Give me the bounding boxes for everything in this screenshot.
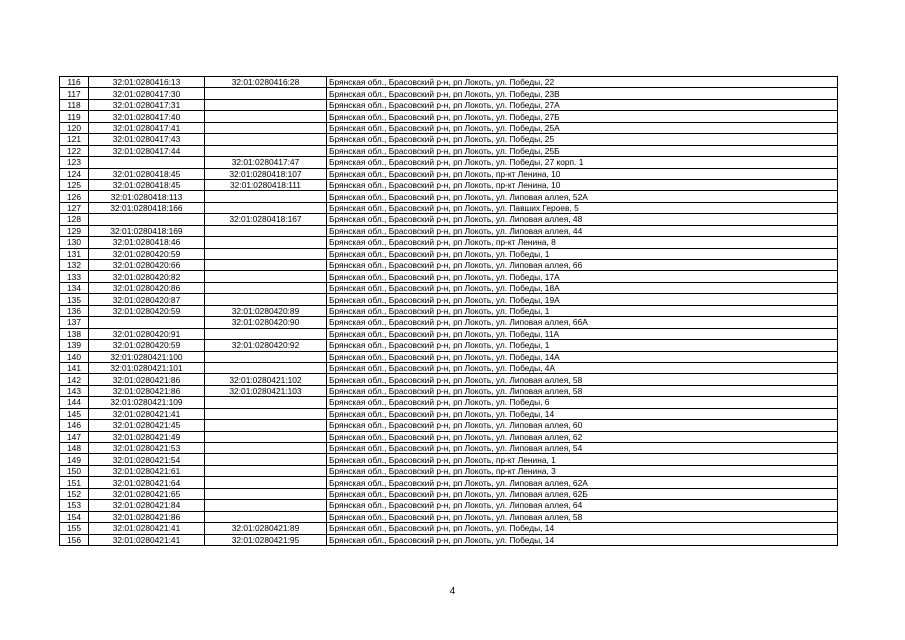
building-cadastral-cell: 32:01:0280418:167 <box>205 214 327 225</box>
table-row <box>60 248 838 259</box>
address-cell: Брянская обл., Брасовский р-н, рп Локоть, пр-кт Ленина, 1 <box>327 454 838 465</box>
table-row <box>60 385 838 396</box>
parcel-cadastral-cell: 32:01:0280421:41 <box>89 534 205 545</box>
address-cell: Брянская обл., Брасовский р-н, рп Локоть, ул. Липовая аллея, 62 <box>327 431 838 442</box>
table-row <box>60 191 838 202</box>
row-number-cell: 147 <box>60 431 89 442</box>
parcel-cadastral-cell: 32:01:0280421:41 <box>89 523 205 534</box>
building-cadastral-cell <box>205 122 327 133</box>
table-row <box>60 282 838 293</box>
parcel-cadastral-cell: 32:01:0280421:100 <box>89 351 205 362</box>
building-cadastral-cell <box>205 271 327 282</box>
building-cadastral-cell <box>205 328 327 339</box>
table-row <box>60 225 838 236</box>
parcel-cadastral-cell: 32:01:0280420:82 <box>89 271 205 282</box>
row-number-cell: 141 <box>60 362 89 373</box>
address-cell: Брянская обл., Брасовский р-н, рп Локоть, пр-кт Ленина, 10 <box>327 179 838 190</box>
building-cadastral-cell <box>205 260 327 271</box>
address-cell: Брянская обл., Брасовский р-н, рп Локоть, ул. Победы, 4А <box>327 362 838 373</box>
table-row <box>60 99 838 110</box>
row-number-cell: 149 <box>60 454 89 465</box>
building-cadastral-cell <box>205 408 327 419</box>
parcel-cadastral-cell: 32:01:0280421:101 <box>89 362 205 373</box>
row-number-cell: 155 <box>60 523 89 534</box>
parcel-cadastral-cell: 32:01:0280420:66 <box>89 260 205 271</box>
parcel-cadastral-cell: 32:01:0280418:45 <box>89 179 205 190</box>
building-cadastral-cell <box>205 362 327 373</box>
parcel-cadastral-cell: 32:01:0280421:64 <box>89 477 205 488</box>
building-cadastral-cell: 32:01:0280418:107 <box>205 168 327 179</box>
parcel-cadastral-cell: 32:01:0280418:46 <box>89 237 205 248</box>
table-row <box>60 340 838 351</box>
address-cell: Брянская обл., Брасовский р-н, рп Локоть, ул. Победы, 27Б <box>327 111 838 122</box>
address-cell: Брянская обл., Брасовский р-н, рп Локоть, ул. Липовая аллея, 54 <box>327 443 838 454</box>
row-number-cell: 118 <box>60 99 89 110</box>
row-number-cell: 152 <box>60 488 89 499</box>
table-row <box>60 488 838 499</box>
row-number-cell: 153 <box>60 500 89 511</box>
parcel-cadastral-cell: 32:01:0280417:40 <box>89 111 205 122</box>
building-cadastral-cell <box>205 99 327 110</box>
address-cell: Брянская обл., Брасовский р-н, рп Локоть, ул. Победы, 22 <box>327 77 838 88</box>
building-cadastral-cell <box>205 282 327 293</box>
building-cadastral-cell <box>205 145 327 156</box>
table-row <box>60 168 838 179</box>
table-row <box>60 397 838 408</box>
table-row <box>60 317 838 328</box>
row-number-cell: 143 <box>60 385 89 396</box>
address-cell: Брянская обл., Брасовский р-н, рп Локоть, ул. Победы, 1 <box>327 340 838 351</box>
building-cadastral-cell <box>205 443 327 454</box>
row-number-cell: 134 <box>60 282 89 293</box>
building-cadastral-cell: 32:01:0280421:89 <box>205 523 327 534</box>
row-number-cell: 156 <box>60 534 89 545</box>
building-cadastral-cell: 32:01:0280417:47 <box>205 157 327 168</box>
row-number-cell: 123 <box>60 157 89 168</box>
address-cell: Брянская обл., Брасовский р-н, рп Локоть, ул. Победы, 17А <box>327 271 838 282</box>
building-cadastral-cell: 32:01:0280420:90 <box>205 317 327 328</box>
row-number-cell: 146 <box>60 420 89 431</box>
table-row <box>60 534 838 545</box>
parcel-cadastral-cell: 32:01:0280420:59 <box>89 248 205 259</box>
building-cadastral-cell <box>205 351 327 362</box>
parcel-cadastral-cell: 32:01:0280418:169 <box>89 225 205 236</box>
parcel-cadastral-cell: 32:01:0280420:86 <box>89 282 205 293</box>
address-cell: Брянская обл., Брасовский р-н, рп Локоть, пр-кт Ленина, 3 <box>327 465 838 476</box>
building-cadastral-cell <box>205 511 327 522</box>
table-row <box>60 214 838 225</box>
row-number-cell: 132 <box>60 260 89 271</box>
address-cell: Брянская обл., Брасовский р-н, рп Локоть, ул. Победы, 6 <box>327 397 838 408</box>
row-number-cell: 140 <box>60 351 89 362</box>
page-number: 4 <box>449 586 456 597</box>
table-row <box>60 431 838 442</box>
table-row <box>60 454 838 465</box>
address-cell: Брянская обл., Брасовский р-н, рп Локоть, ул. Липовая аллея, 60 <box>327 420 838 431</box>
address-cell: Брянская обл., Брасовский р-н, рп Локоть, пр-кт Ленина, 10 <box>327 168 838 179</box>
parcel-cadastral-cell: 32:01:0280417:31 <box>89 99 205 110</box>
registry-table-body <box>60 77 838 546</box>
address-cell: Брянская обл., Брасовский р-н, рп Локоть, ул. Липовая аллея, 44 <box>327 225 838 236</box>
address-cell: Брянская обл., Брасовский р-н, рп Локоть, ул. Победы, 1 <box>327 305 838 316</box>
table-row <box>60 374 838 385</box>
table-row <box>60 420 838 431</box>
row-number-cell: 127 <box>60 202 89 213</box>
building-cadastral-cell <box>205 294 327 305</box>
building-cadastral-cell <box>205 465 327 476</box>
parcel-cadastral-cell: 32:01:0280417:43 <box>89 134 205 145</box>
table-row <box>60 88 838 99</box>
row-number-cell: 128 <box>60 214 89 225</box>
row-number-cell: 122 <box>60 145 89 156</box>
building-cadastral-cell <box>205 111 327 122</box>
row-number-cell: 144 <box>60 397 89 408</box>
row-number-cell: 117 <box>60 88 89 99</box>
parcel-cadastral-cell: 32:01:0280421:86 <box>89 385 205 396</box>
parcel-cadastral-cell: 32:01:0280418:113 <box>89 191 205 202</box>
table-row <box>60 157 838 168</box>
table-row <box>60 443 838 454</box>
row-number-cell: 125 <box>60 179 89 190</box>
parcel-cadastral-cell: 32:01:0280421:49 <box>89 431 205 442</box>
building-cadastral-cell <box>205 477 327 488</box>
table-row <box>60 408 838 419</box>
building-cadastral-cell <box>205 500 327 511</box>
parcel-cadastral-cell: 32:01:0280420:59 <box>89 305 205 316</box>
row-number-cell: 150 <box>60 465 89 476</box>
building-cadastral-cell <box>205 88 327 99</box>
building-cadastral-cell <box>205 134 327 145</box>
table-row <box>60 328 838 339</box>
building-cadastral-cell: 32:01:0280418:111 <box>205 179 327 190</box>
building-cadastral-cell <box>205 248 327 259</box>
table-row <box>60 351 838 362</box>
parcel-cadastral-cell: 32:01:0280416:13 <box>89 77 205 88</box>
row-number-cell: 148 <box>60 443 89 454</box>
table-row <box>60 111 838 122</box>
building-cadastral-cell: 32:01:0280421:103 <box>205 385 327 396</box>
table-row <box>60 179 838 190</box>
parcel-cadastral-cell: 32:01:0280418:45 <box>89 168 205 179</box>
table-row <box>60 145 838 156</box>
table-row <box>60 305 838 316</box>
row-number-cell: 154 <box>60 511 89 522</box>
row-number-cell: 121 <box>60 134 89 145</box>
parcel-cadastral-cell: 32:01:0280421:109 <box>89 397 205 408</box>
parcel-cadastral-cell <box>89 317 205 328</box>
address-cell: Брянская обл., Брасовский р-н, рп Локоть, ул. Липовая аллея, 64 <box>327 500 838 511</box>
parcel-cadastral-cell: 32:01:0280421:41 <box>89 408 205 419</box>
table-row <box>60 237 838 248</box>
building-cadastral-cell: 32:01:0280420:92 <box>205 340 327 351</box>
address-cell: Брянская обл., Брасовский р-н, рп Локоть, ул. Липовая аллея, 58 <box>327 374 838 385</box>
parcel-cadastral-cell: 32:01:0280417:44 <box>89 145 205 156</box>
address-cell: Брянская обл., Брасовский р-н, рп Локоть, ул. Победы, 1 <box>327 248 838 259</box>
building-cadastral-cell <box>205 225 327 236</box>
parcel-cadastral-cell: 32:01:0280420:59 <box>89 340 205 351</box>
address-cell: Брянская обл., Брасовский р-н, рп Локоть, ул. Липовая аллея, 52А <box>327 191 838 202</box>
address-cell: Брянская обл., Брасовский р-н, рп Локоть, ул. Победы, 25 <box>327 134 838 145</box>
building-cadastral-cell: 32:01:0280420:89 <box>205 305 327 316</box>
table-row <box>60 122 838 133</box>
row-number-cell: 135 <box>60 294 89 305</box>
parcel-cadastral-cell: 32:01:0280420:91 <box>89 328 205 339</box>
address-cell: Брянская обл., Брасовский р-н, рп Локоть, ул. Победы, 25Б <box>327 145 838 156</box>
table-row <box>60 77 838 88</box>
registry-table <box>59 76 838 546</box>
table-row <box>60 294 838 305</box>
table-row <box>60 511 838 522</box>
address-cell: Брянская обл., Брасовский р-н, рп Локоть, ул. Победы, 14 <box>327 408 838 419</box>
row-number-cell: 133 <box>60 271 89 282</box>
parcel-cadastral-cell: 32:01:0280421:54 <box>89 454 205 465</box>
parcel-cadastral-cell: 32:01:0280421:86 <box>89 374 205 385</box>
parcel-cadastral-cell <box>89 157 205 168</box>
row-number-cell: 137 <box>60 317 89 328</box>
table-row <box>60 260 838 271</box>
building-cadastral-cell: 32:01:0280416:28 <box>205 77 327 88</box>
row-number-cell: 130 <box>60 237 89 248</box>
table-row <box>60 477 838 488</box>
row-number-cell: 142 <box>60 374 89 385</box>
row-number-cell: 119 <box>60 111 89 122</box>
parcel-cadastral-cell: 32:01:0280417:41 <box>89 122 205 133</box>
building-cadastral-cell <box>205 420 327 431</box>
address-cell: Брянская обл., Брасовский р-н, рп Локоть, ул. Победы, 19А <box>327 294 838 305</box>
address-cell: Брянская обл., Брасовский р-н, рп Локоть, ул. Победы, 11А <box>327 328 838 339</box>
address-cell: Брянская обл., Брасовский р-н, рп Локоть, ул. Липовая аллея, 48 <box>327 214 838 225</box>
address-cell: Брянская обл., Брасовский р-н, рп Локоть, ул. Липовая аллея, 58 <box>327 511 838 522</box>
building-cadastral-cell: 32:01:0280421:95 <box>205 534 327 545</box>
address-cell: Брянская обл., Брасовский р-н, рп Локоть, ул. Липовая аллея, 58 <box>327 385 838 396</box>
table-row <box>60 271 838 282</box>
table-row <box>60 500 838 511</box>
parcel-cadastral-cell: 32:01:0280417:30 <box>89 88 205 99</box>
address-cell: Брянская обл., Брасовский р-н, рп Локоть, ул. Победы, 14 <box>327 534 838 545</box>
table-row <box>60 134 838 145</box>
parcel-cadastral-cell: 32:01:0280421:45 <box>89 420 205 431</box>
row-number-cell: 145 <box>60 408 89 419</box>
address-cell: Брянская обл., Брасовский р-н, рп Локоть, ул. Победы, 27А <box>327 99 838 110</box>
address-cell: Брянская обл., Брасовский р-н, рп Локоть, ул. Победы, 18А <box>327 282 838 293</box>
address-cell: Брянская обл., Брасовский р-н, рп Локоть, ул. Победы, 14А <box>327 351 838 362</box>
address-cell: Брянская обл., Брасовский р-н, рп Локоть, ул. Павших Героев, 5 <box>327 202 838 213</box>
table-row <box>60 362 838 373</box>
row-number-cell: 126 <box>60 191 89 202</box>
parcel-cadastral-cell: 32:01:0280418:166 <box>89 202 205 213</box>
row-number-cell: 139 <box>60 340 89 351</box>
address-cell: Брянская обл., Брасовский р-н, рп Локоть, ул. Липовая аллея, 66А <box>327 317 838 328</box>
parcel-cadastral-cell <box>89 214 205 225</box>
parcel-cadastral-cell: 32:01:0280420:87 <box>89 294 205 305</box>
row-number-cell: 151 <box>60 477 89 488</box>
table-row <box>60 465 838 476</box>
address-cell: Брянская обл., Брасовский р-н, рп Локоть, ул. Липовая аллея, 66 <box>327 260 838 271</box>
row-number-cell: 136 <box>60 305 89 316</box>
building-cadastral-cell <box>205 488 327 499</box>
row-number-cell: 131 <box>60 248 89 259</box>
building-cadastral-cell <box>205 454 327 465</box>
address-cell: Брянская обл., Брасовский р-н, рп Локоть, ул. Победы, 23В <box>327 88 838 99</box>
address-cell: Брянская обл., Брасовский р-н, рп Локоть, пр-кт Ленина, 8 <box>327 237 838 248</box>
table-row <box>60 523 838 534</box>
table-row <box>60 202 838 213</box>
row-number-cell: 129 <box>60 225 89 236</box>
row-number-cell: 138 <box>60 328 89 339</box>
row-number-cell: 120 <box>60 122 89 133</box>
building-cadastral-cell <box>205 431 327 442</box>
building-cadastral-cell <box>205 237 327 248</box>
parcel-cadastral-cell: 32:01:0280421:84 <box>89 500 205 511</box>
building-cadastral-cell <box>205 191 327 202</box>
parcel-cadastral-cell: 32:01:0280421:86 <box>89 511 205 522</box>
address-cell: Брянская обл., Брасовский р-н, рп Локоть, ул. Победы, 27 корп. 1 <box>327 157 838 168</box>
address-cell: Брянская обл., Брасовский р-н, рп Локоть, ул. Липовая аллея, 62А <box>327 477 838 488</box>
address-cell: Брянская обл., Брасовский р-н, рп Локоть, ул. Липовая аллея, 62Б <box>327 488 838 499</box>
building-cadastral-cell <box>205 397 327 408</box>
row-number-cell: 116 <box>60 77 89 88</box>
address-cell: Брянская обл., Брасовский р-н, рп Локоть, ул. Победы, 25А <box>327 122 838 133</box>
building-cadastral-cell <box>205 202 327 213</box>
parcel-cadastral-cell: 32:01:0280421:65 <box>89 488 205 499</box>
row-number-cell: 124 <box>60 168 89 179</box>
building-cadastral-cell: 32:01:0280421:102 <box>205 374 327 385</box>
parcel-cadastral-cell: 32:01:0280421:53 <box>89 443 205 454</box>
parcel-cadastral-cell: 32:01:0280421:61 <box>89 465 205 476</box>
address-cell: Брянская обл., Брасовский р-н, рп Локоть, ул. Победы, 14 <box>327 523 838 534</box>
